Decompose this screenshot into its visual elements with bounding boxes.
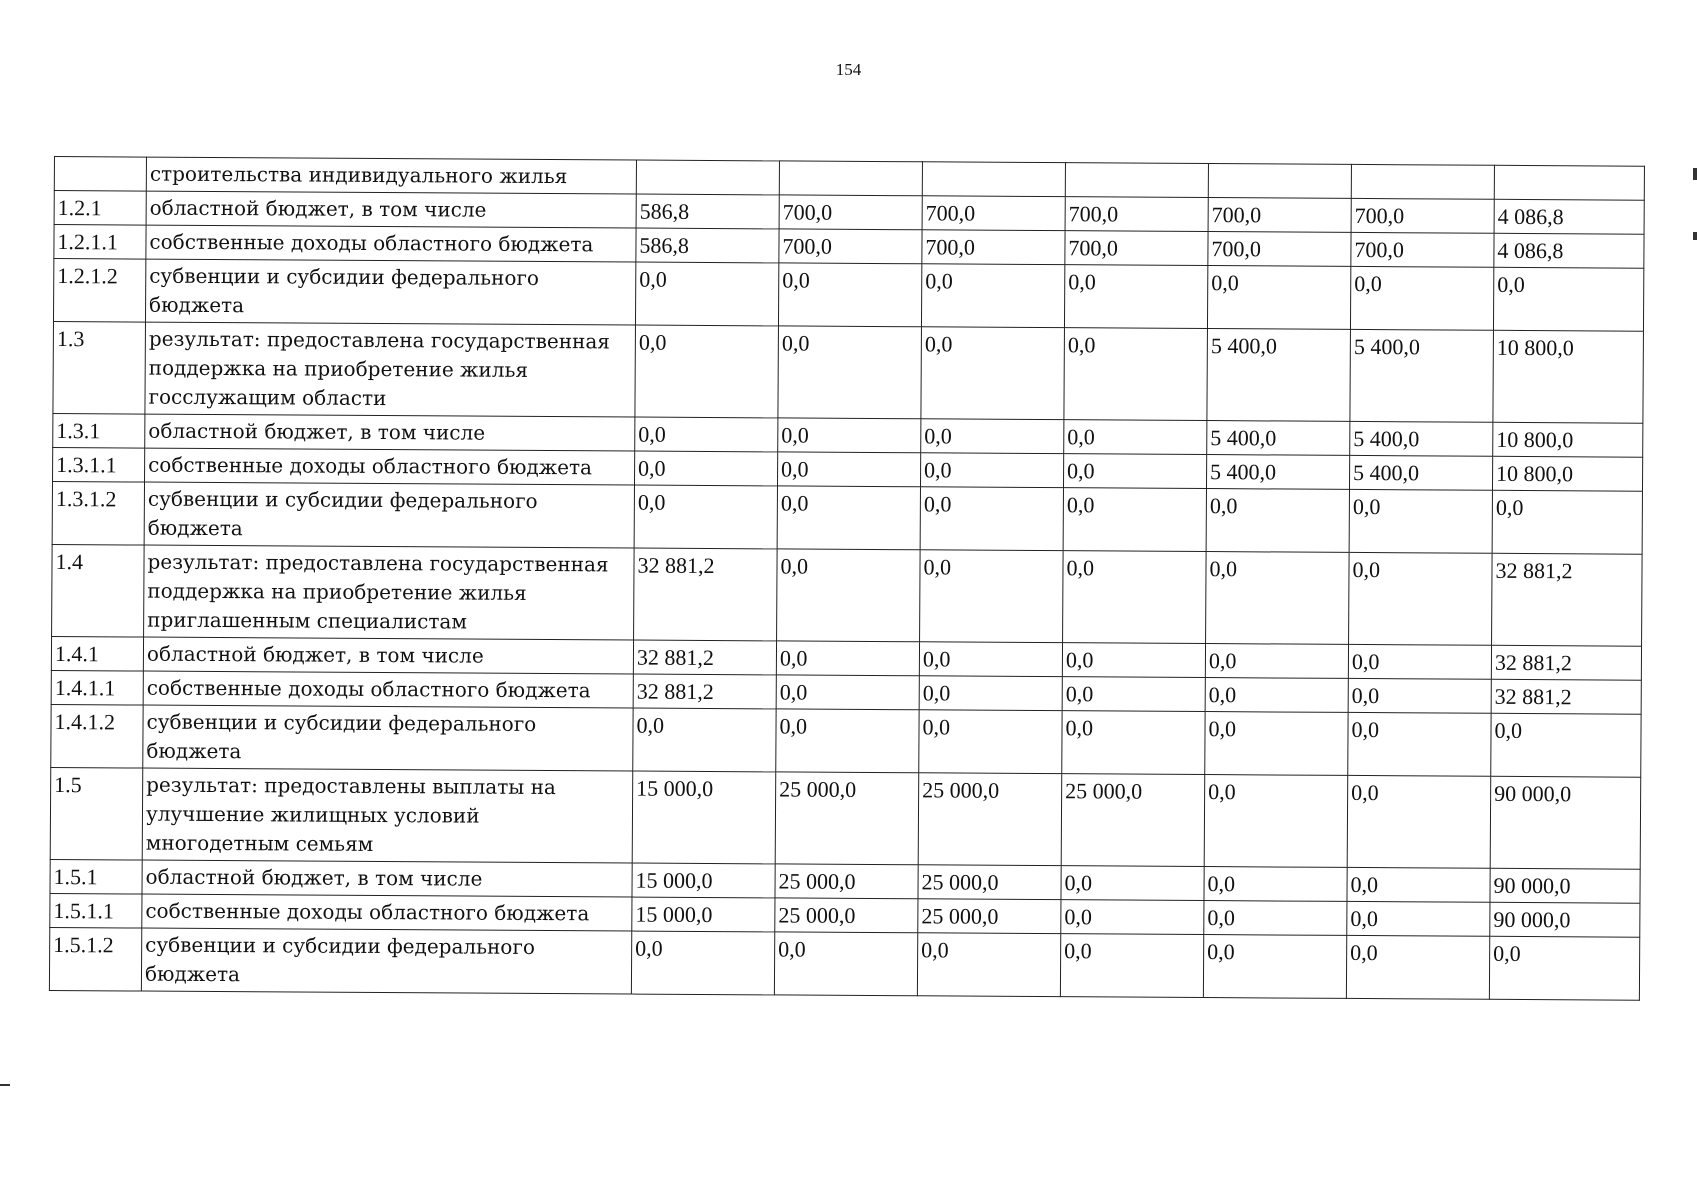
- value-cell: 586,8: [636, 228, 779, 263]
- row-code-cell: 1.4: [52, 544, 145, 637]
- row-description-cell: собственные доходы областного бюджета: [143, 671, 633, 708]
- value-cell: 4 086,8: [1494, 233, 1644, 268]
- value-cell: 700,0: [1351, 198, 1494, 233]
- value-cell: 0,0: [635, 262, 778, 326]
- table-row: [50, 767, 1641, 869]
- value-cell: 0,0: [1062, 677, 1205, 712]
- value-cell: 0,0: [919, 676, 1062, 711]
- value-cell: 0,0: [776, 709, 919, 773]
- value-cell: 32 881,2: [1491, 679, 1641, 714]
- value-cell: 0,0: [635, 325, 779, 418]
- value-cell: 0,0: [776, 641, 919, 676]
- value-cell: [779, 161, 922, 196]
- value-cell: 0,0: [1207, 266, 1350, 330]
- value-cell: 0,0: [921, 264, 1064, 328]
- value-cell: 0,0: [1064, 328, 1208, 421]
- value-cell: 0,0: [1063, 488, 1206, 552]
- value-cell: 0,0: [1489, 936, 1639, 1000]
- value-cell: [1208, 164, 1351, 199]
- value-cell: 5 400,0: [1207, 329, 1351, 422]
- value-cell: [1351, 164, 1494, 199]
- value-cell: 0,0: [774, 932, 917, 996]
- row-code-cell: 1.2.1: [54, 191, 146, 226]
- value-cell: 0,0: [778, 418, 921, 453]
- row-description-cell: областной бюджет, в том числе: [143, 637, 633, 674]
- row-description-cell: субвенции и субсидии федерального бюджета: [144, 482, 634, 548]
- value-cell: 0,0: [1347, 901, 1490, 936]
- value-cell: [922, 162, 1065, 197]
- value-cell: 0,0: [778, 326, 922, 419]
- value-cell: 0,0: [1349, 489, 1492, 553]
- value-cell: 15 000,0: [632, 771, 776, 864]
- value-cell: 700,0: [779, 195, 922, 230]
- row-description-cell: областной бюджет, в том числе: [146, 191, 636, 228]
- value-cell: 25 000,0: [918, 773, 1062, 866]
- value-cell: 32 881,2: [633, 674, 776, 709]
- row-code-cell: 1.4.1.2: [51, 704, 143, 768]
- value-cell: 10 800,0: [1493, 330, 1644, 423]
- value-cell: [1494, 165, 1644, 200]
- value-cell: 0,0: [1064, 420, 1207, 455]
- table-row: [53, 259, 1643, 332]
- value-cell: 0,0: [919, 642, 1062, 677]
- value-cell: 5 400,0: [1349, 455, 1492, 490]
- value-cell: 0,0: [1205, 712, 1348, 776]
- value-cell: 25 000,0: [775, 772, 919, 865]
- value-cell: 0,0: [920, 453, 1063, 488]
- row-description-cell: субвенции и субсидии федерального бюджета: [145, 259, 635, 325]
- table-row: [52, 544, 1643, 646]
- value-cell: 25 000,0: [918, 899, 1061, 934]
- value-cell: 0,0: [1350, 266, 1493, 330]
- row-description-cell: собственные доходы областного бюджета: [142, 894, 632, 931]
- row-description-cell: результат: предоставлена государственная поддержка на приобретение жилья госслужащим области: [145, 322, 636, 417]
- value-cell: 700,0: [1351, 232, 1494, 267]
- value-cell: 0,0: [1491, 713, 1641, 777]
- budget-table: [49, 156, 1645, 1001]
- value-cell: 25 000,0: [775, 898, 918, 933]
- budget-table-body: [49, 157, 1644, 1001]
- value-cell: 32 881,2: [633, 640, 776, 675]
- value-cell: 0,0: [1060, 934, 1203, 998]
- value-cell: 700,0: [1208, 198, 1351, 233]
- value-cell: 0,0: [1061, 866, 1204, 901]
- page-number: 154: [835, 60, 862, 79]
- value-cell: 0,0: [1205, 644, 1348, 679]
- value-cell: 90 000,0: [1490, 776, 1641, 869]
- value-cell: 0,0: [631, 931, 774, 995]
- value-cell: 0,0: [777, 486, 920, 550]
- value-cell: 0,0: [920, 487, 1063, 551]
- value-cell: 0,0: [1206, 489, 1349, 553]
- value-cell: 700,0: [1065, 197, 1208, 232]
- value-cell: 0,0: [1205, 678, 1348, 713]
- row-code-cell: 1.3.1: [53, 413, 145, 448]
- value-cell: 15 000,0: [632, 863, 775, 898]
- value-cell: [1065, 163, 1208, 198]
- value-cell: 0,0: [1347, 867, 1490, 902]
- budget-table-container: [49, 156, 1644, 1001]
- value-cell: 0,0: [1346, 935, 1489, 999]
- value-cell: 700,0: [922, 230, 1065, 265]
- value-cell: 0,0: [921, 327, 1065, 420]
- row-description-cell: областной бюджет, в том числе: [142, 860, 632, 897]
- row-code-cell: 1.3.1.1: [53, 447, 145, 482]
- scan-left-mark: [0, 1084, 10, 1086]
- value-cell: 0,0: [634, 485, 777, 549]
- scan-edge-mark: [1693, 168, 1697, 180]
- scan-edge-mark: [1693, 232, 1697, 240]
- value-cell: 0,0: [633, 708, 776, 772]
- value-cell: 90 000,0: [1490, 868, 1640, 903]
- table-row: [53, 321, 1644, 423]
- row-description-cell: собственные доходы областного бюджета: [145, 448, 635, 485]
- row-description-cell: результат: предоставлена государственная поддержка на приобретение жилья приглашенным специалистам: [144, 545, 635, 640]
- row-code-cell: 1.5: [50, 767, 143, 860]
- value-cell: 0,0: [1203, 935, 1346, 999]
- table-row: [51, 704, 1641, 777]
- value-cell: 0,0: [635, 451, 778, 486]
- value-cell: 32 881,2: [1492, 553, 1643, 646]
- row-code-cell: 1.5.1: [50, 859, 142, 894]
- table-row: [49, 927, 1639, 1000]
- value-cell: 0,0: [1206, 552, 1350, 645]
- row-code-cell: 1.3: [53, 321, 146, 414]
- row-description-cell: строительства индивидуального жилья: [146, 157, 636, 194]
- row-description-cell: областной бюджет, в том числе: [145, 414, 635, 451]
- row-code-cell: 1.5.1.1: [50, 893, 142, 928]
- value-cell: 0,0: [1204, 867, 1347, 902]
- row-code-cell: 1.4.1: [51, 636, 143, 671]
- row-code-cell: 1.3.1.2: [52, 481, 144, 545]
- value-cell: [636, 160, 779, 195]
- value-cell: 0,0: [1062, 643, 1205, 678]
- value-cell: 5 400,0: [1207, 421, 1350, 456]
- value-cell: 0,0: [919, 710, 1062, 774]
- value-cell: 90 000,0: [1490, 902, 1640, 937]
- value-cell: 0,0: [1061, 900, 1204, 935]
- value-cell: 700,0: [1065, 231, 1208, 266]
- value-cell: 0,0: [1204, 775, 1348, 868]
- value-cell: 700,0: [922, 196, 1065, 231]
- value-cell: 0,0: [1492, 490, 1642, 554]
- value-cell: 10 800,0: [1493, 422, 1643, 457]
- value-cell: 0,0: [1348, 644, 1491, 679]
- value-cell: 0,0: [1348, 678, 1491, 713]
- value-cell: 25 000,0: [1061, 774, 1205, 867]
- value-cell: 4 086,8: [1494, 199, 1644, 234]
- value-cell: 0,0: [921, 419, 1064, 454]
- value-cell: 0,0: [1062, 711, 1205, 775]
- value-cell: 5 400,0: [1206, 455, 1349, 490]
- row-code-cell: 1.2.1.2: [53, 259, 145, 323]
- value-cell: 0,0: [1349, 552, 1493, 645]
- row-code-cell: [54, 157, 146, 192]
- value-cell: 0,0: [777, 549, 921, 642]
- value-cell: 5 400,0: [1350, 421, 1493, 456]
- value-cell: 0,0: [778, 263, 921, 327]
- value-cell: 0,0: [1064, 265, 1207, 329]
- value-cell: 0,0: [920, 550, 1064, 643]
- value-cell: 25 000,0: [775, 864, 918, 899]
- row-description-cell: результат: предоставлены выплаты на улучшение жилищных условий многодетным семьям: [142, 768, 633, 863]
- value-cell: 0,0: [777, 452, 920, 487]
- value-cell: 25 000,0: [918, 865, 1061, 900]
- table-row: [52, 481, 1642, 554]
- row-description-cell: собственные доходы областного бюджета: [146, 225, 636, 262]
- value-cell: 586,8: [636, 194, 779, 229]
- value-cell: 32 881,2: [1491, 645, 1641, 680]
- value-cell: 0,0: [776, 675, 919, 710]
- value-cell: 15 000,0: [632, 897, 775, 932]
- value-cell: 0,0: [1063, 454, 1206, 489]
- value-cell: 0,0: [917, 933, 1060, 997]
- row-description-cell: субвенции и субсидии федерального бюджета: [143, 705, 633, 771]
- row-code-cell: 1.2.1.1: [54, 225, 146, 260]
- value-cell: 0,0: [1204, 901, 1347, 936]
- value-cell: 5 400,0: [1350, 329, 1494, 422]
- value-cell: 0,0: [1063, 551, 1207, 644]
- value-cell: 32 881,2: [634, 548, 778, 641]
- row-description-cell: субвенции и субсидии федерального бюджета: [141, 928, 631, 994]
- value-cell: 0,0: [1347, 775, 1491, 868]
- value-cell: 0,0: [1348, 712, 1491, 776]
- value-cell: 700,0: [779, 229, 922, 264]
- value-cell: 0,0: [1493, 267, 1643, 331]
- value-cell: 10 800,0: [1492, 456, 1642, 491]
- value-cell: 700,0: [1208, 232, 1351, 267]
- row-code-cell: 1.4.1.1: [51, 670, 143, 705]
- value-cell: 0,0: [635, 417, 778, 452]
- row-code-cell: 1.5.1.2: [49, 927, 141, 991]
